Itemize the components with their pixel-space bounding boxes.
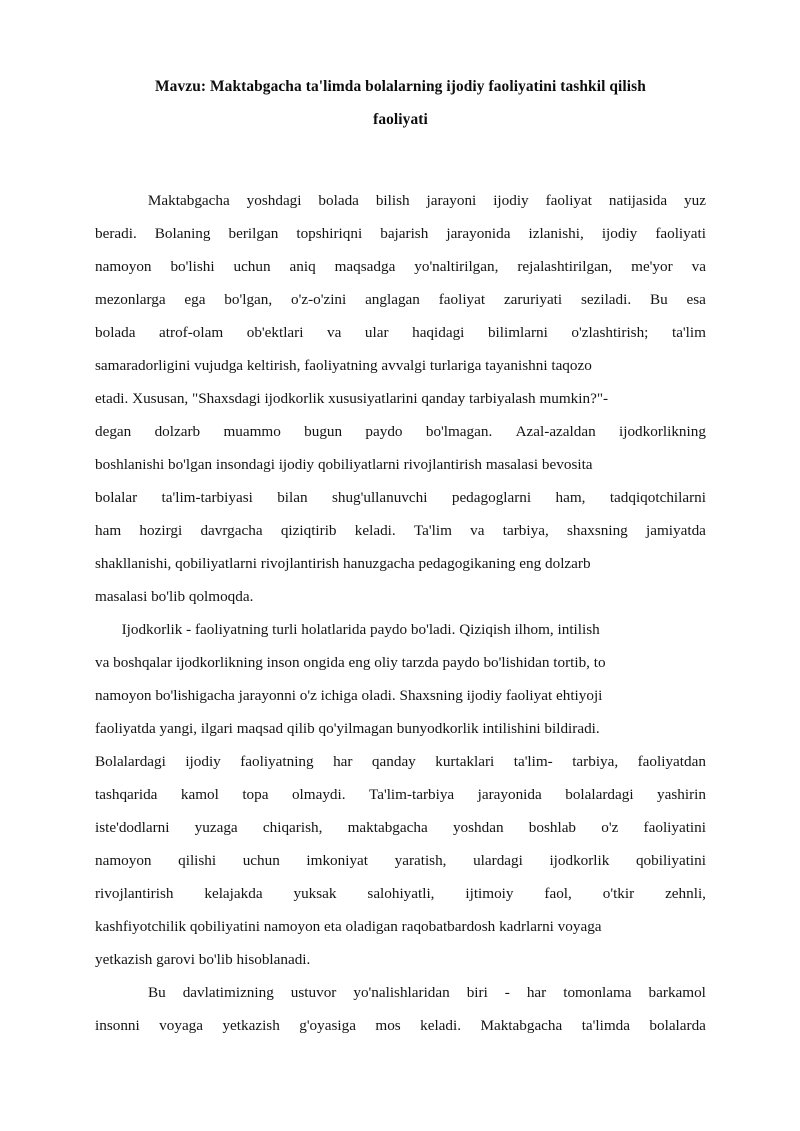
paragraph-2-line-1: Ijodkorlik - faoliyatning turli holatlarida paydo bo'ladi. Qiziqish ilhom, intilish [95,621,600,638]
word: iste'dodlarni [95,819,170,836]
word: jarayonida [477,786,542,803]
word: faoliyati [655,225,706,242]
word: yo'naltirilgan, [414,258,499,275]
word: yo'nalishlaridan [353,984,450,1001]
word: ijtimoiy [465,885,514,902]
paragraph-2-line-9 [95,877,706,910]
word: faoliyat [545,192,592,209]
word: salohiyatli, [367,885,435,902]
word: bajarish [380,225,429,242]
word: ta'lim-tarbiyasi [161,489,253,506]
word: qanday [371,753,416,770]
paragraph-1-line-8 [95,415,706,448]
word: Maktabgacha [147,192,230,209]
word: yoshdan [452,819,504,836]
word: yuz [684,192,706,209]
word: bolada [318,192,359,209]
word: bilan [277,489,308,506]
word: shaxsning [567,522,628,539]
word: va [691,258,706,275]
word: Ta'lim [413,522,452,539]
word: faol, [544,885,572,902]
paragraph-1-line-12: shakllanishi, qobiliyatlarni rivojlantirish hanuzgacha pedagogikaning eng dolzarb [95,555,591,572]
word: seziladi. [580,291,632,308]
word: bilimlarni [487,324,548,341]
paragraph-2-line-10: kashfiyotchilik qobiliyatini namoyon eta oladigan raqobatbardosh kadrlarni voyaga [95,918,602,935]
page-content [95,0,706,1042]
paragraph-2 [95,613,706,976]
word: faoliyat [438,291,486,308]
word: ijodiy [601,225,638,242]
word: ta'lim- [513,753,553,770]
word: uchun [242,852,280,869]
word: qobiliyatini [635,852,706,869]
word: ijodiy [493,192,529,209]
first-line-indent [95,976,131,1009]
paragraph-1-line-7: etadi. Xususan, "Shaxsdagi ijodkorlik xususiyatlarini qanday tarbiyalash mumkin?"- [95,390,609,407]
paragraph-1-line-3 [95,250,706,283]
word: bolalarda [649,1017,706,1034]
page-title [95,70,706,136]
word: bugun [304,423,343,440]
title-block [95,0,706,136]
word: mos [375,1017,401,1034]
word: ham, [555,489,586,506]
word: paydo [365,423,403,440]
word: tadqiqotchilarni [609,489,706,506]
word: pedagoglarni [451,489,532,506]
word: biri [466,984,488,1001]
word: barkamol [648,984,706,1001]
word: izlanishi, [528,225,584,242]
word: bolada [95,324,136,341]
word: va [327,324,342,341]
word: ham [95,522,122,539]
word: imkoniyat [306,852,369,869]
word: ustuvor [290,984,337,1001]
word: jamiyatda [646,522,706,539]
paragraph-1-line-4 [95,283,706,316]
word: boshlab [528,819,577,836]
word: - [504,984,510,1001]
word: ega [184,291,206,308]
word: rejalashtirilgan, [517,258,613,275]
word: Bu [649,291,668,308]
word: degan [95,423,132,440]
word: yaratish, [394,852,447,869]
paragraph-1-line-10 [95,481,706,514]
paragraph-1-line-9: boshlanishi bo'lgan insondagi ijodiy qobiliyatlarni rivojlantirish masalasi bevosita [95,456,593,473]
paragraph-1-line-11 [95,514,706,547]
word: voyaga [159,1017,204,1034]
page-title-line-2: faoliyati [373,111,428,128]
word: bolalar [95,489,138,506]
word: beradi. [95,225,137,242]
word: yuksak [293,885,337,902]
word: faoliyatini [643,819,706,836]
body-text [95,136,706,1042]
paragraph-1-line-6: samaradorligini vujudga keltirish, faoliyatning avvalgi turlariga tayanishni taqozo [95,357,592,374]
word: atrof-olam [159,324,224,341]
word: anglagan [365,291,420,308]
word: olmaydi. [291,786,346,803]
word: bilish [375,192,410,209]
word: davrgacha [200,522,263,539]
word: Bolalardagi [95,753,166,770]
word: bo'lishi [170,258,215,275]
word: va [470,522,485,539]
paragraph-2-line-7 [95,811,706,844]
word: qiziqtirib [280,522,337,539]
word: keladi. [420,1017,462,1034]
word: bolalardagi [565,786,634,803]
word: tashqarida [95,786,158,803]
word: qilishi [178,852,217,869]
first-line-indent [95,184,131,217]
word: rivojlantirish [95,885,174,902]
word: jarayoni [426,192,477,209]
word: har [526,984,547,1001]
word: dolzarb [154,423,201,440]
word: Maktabgacha [480,1017,563,1034]
word: Azal-azaldan [515,423,596,440]
word: maktabgacha [347,819,428,836]
word: Bolaning [154,225,211,242]
word: tarbiya, [502,522,549,539]
paragraph-3 [95,976,706,1042]
word: tarbiya, [572,753,619,770]
word: yashirin [657,786,706,803]
paragraph-3-line-2 [95,1009,706,1042]
word: esa [686,291,706,308]
paragraph-1-line-2 [95,217,706,250]
word: topshiriqni [296,225,363,242]
word: berilgan [228,225,279,242]
paragraph-1-line-1 [95,184,706,217]
paragraph-2-line-3: namoyon bo'lishigacha jarayonni o'z ichiga oladi. Shaxsning ijodiy faoliyat ehtiyoji [95,687,603,704]
paragraph-2-line-8 [95,844,706,877]
word: davlatimizning [182,984,274,1001]
word: yuzaga [194,819,238,836]
paragraph-3-line-1 [95,976,706,1009]
word: yoshdagi [246,192,302,209]
paragraph-2-line-5 [95,745,706,778]
word: me'yor [631,258,673,275]
word: o'zlashtirish; [571,324,649,341]
word: faoliyatning [240,753,314,770]
word: ijodiy [185,753,221,770]
word: ulardagi [473,852,523,869]
word: mezonlarga [95,291,166,308]
word: zehnli, [665,885,706,902]
paragraph-1 [95,184,706,613]
word: bo'lmagan. [425,423,493,440]
word: o'z [601,819,619,836]
word: g'oyasiga [299,1017,356,1034]
paragraph-1-line-5 [95,316,706,349]
word: faoliyatdan [637,753,706,770]
word: jarayonida [446,225,511,242]
word: tomonlama [563,984,632,1001]
word: natijasida [608,192,668,209]
word: ob'ektlari [246,324,304,341]
word: muammo [223,423,281,440]
page-title-line-1: Mavzu: Maktabgacha ta'limda bolalarning ijodiy faoliyatini tashkil qilish [155,78,646,95]
paragraph-2-line-11: yetkazish garovi bo'lib hisoblanadi. [95,951,311,968]
word: yetkazish [222,1017,280,1034]
word: o'tkir [602,885,635,902]
paragraph-2-line-2: va boshqalar ijodkorlikning inson ongida eng oliy tarzda paydo bo'lishidan tortib, to [95,654,606,671]
word: ijodkorlik [549,852,610,869]
word: kelajakda [204,885,263,902]
paragraph-1-line-13: masalasi bo'lib qolmoqda. [95,588,254,605]
word: o'z-o'zini [291,291,347,308]
word: ular [364,324,389,341]
word: Ta'lim-tarbiya [369,786,455,803]
word: haqidagi [412,324,465,341]
word: kurtaklari [435,753,495,770]
word: ijodkorlikning [619,423,706,440]
word: insonni [95,1017,140,1034]
word: chiqarish, [262,819,323,836]
word: aniq [289,258,316,275]
word: ta'lim [671,324,706,341]
word: namoyon [95,258,152,275]
word: har [333,753,353,770]
word: hozirgi [139,522,183,539]
word: zaruriyati [503,291,563,308]
word: Bu [147,984,166,1001]
word: shug'ullanuvchi [331,489,428,506]
paragraph-2-line-4: faoliyatda yangi, ilgari maqsad qilib qo'yilmagan bunyodkorlik intilishini bildiradi. [95,720,600,737]
word: bo'lgan, [224,291,273,308]
word: keladi. [354,522,396,539]
word: topa [242,786,269,803]
word: ta'limda [581,1017,630,1034]
word: kamol [180,786,219,803]
word: namoyon [95,852,152,869]
word: uchun [233,258,271,275]
paragraph-2-line-6 [95,778,706,811]
word: maqsadga [334,258,396,275]
